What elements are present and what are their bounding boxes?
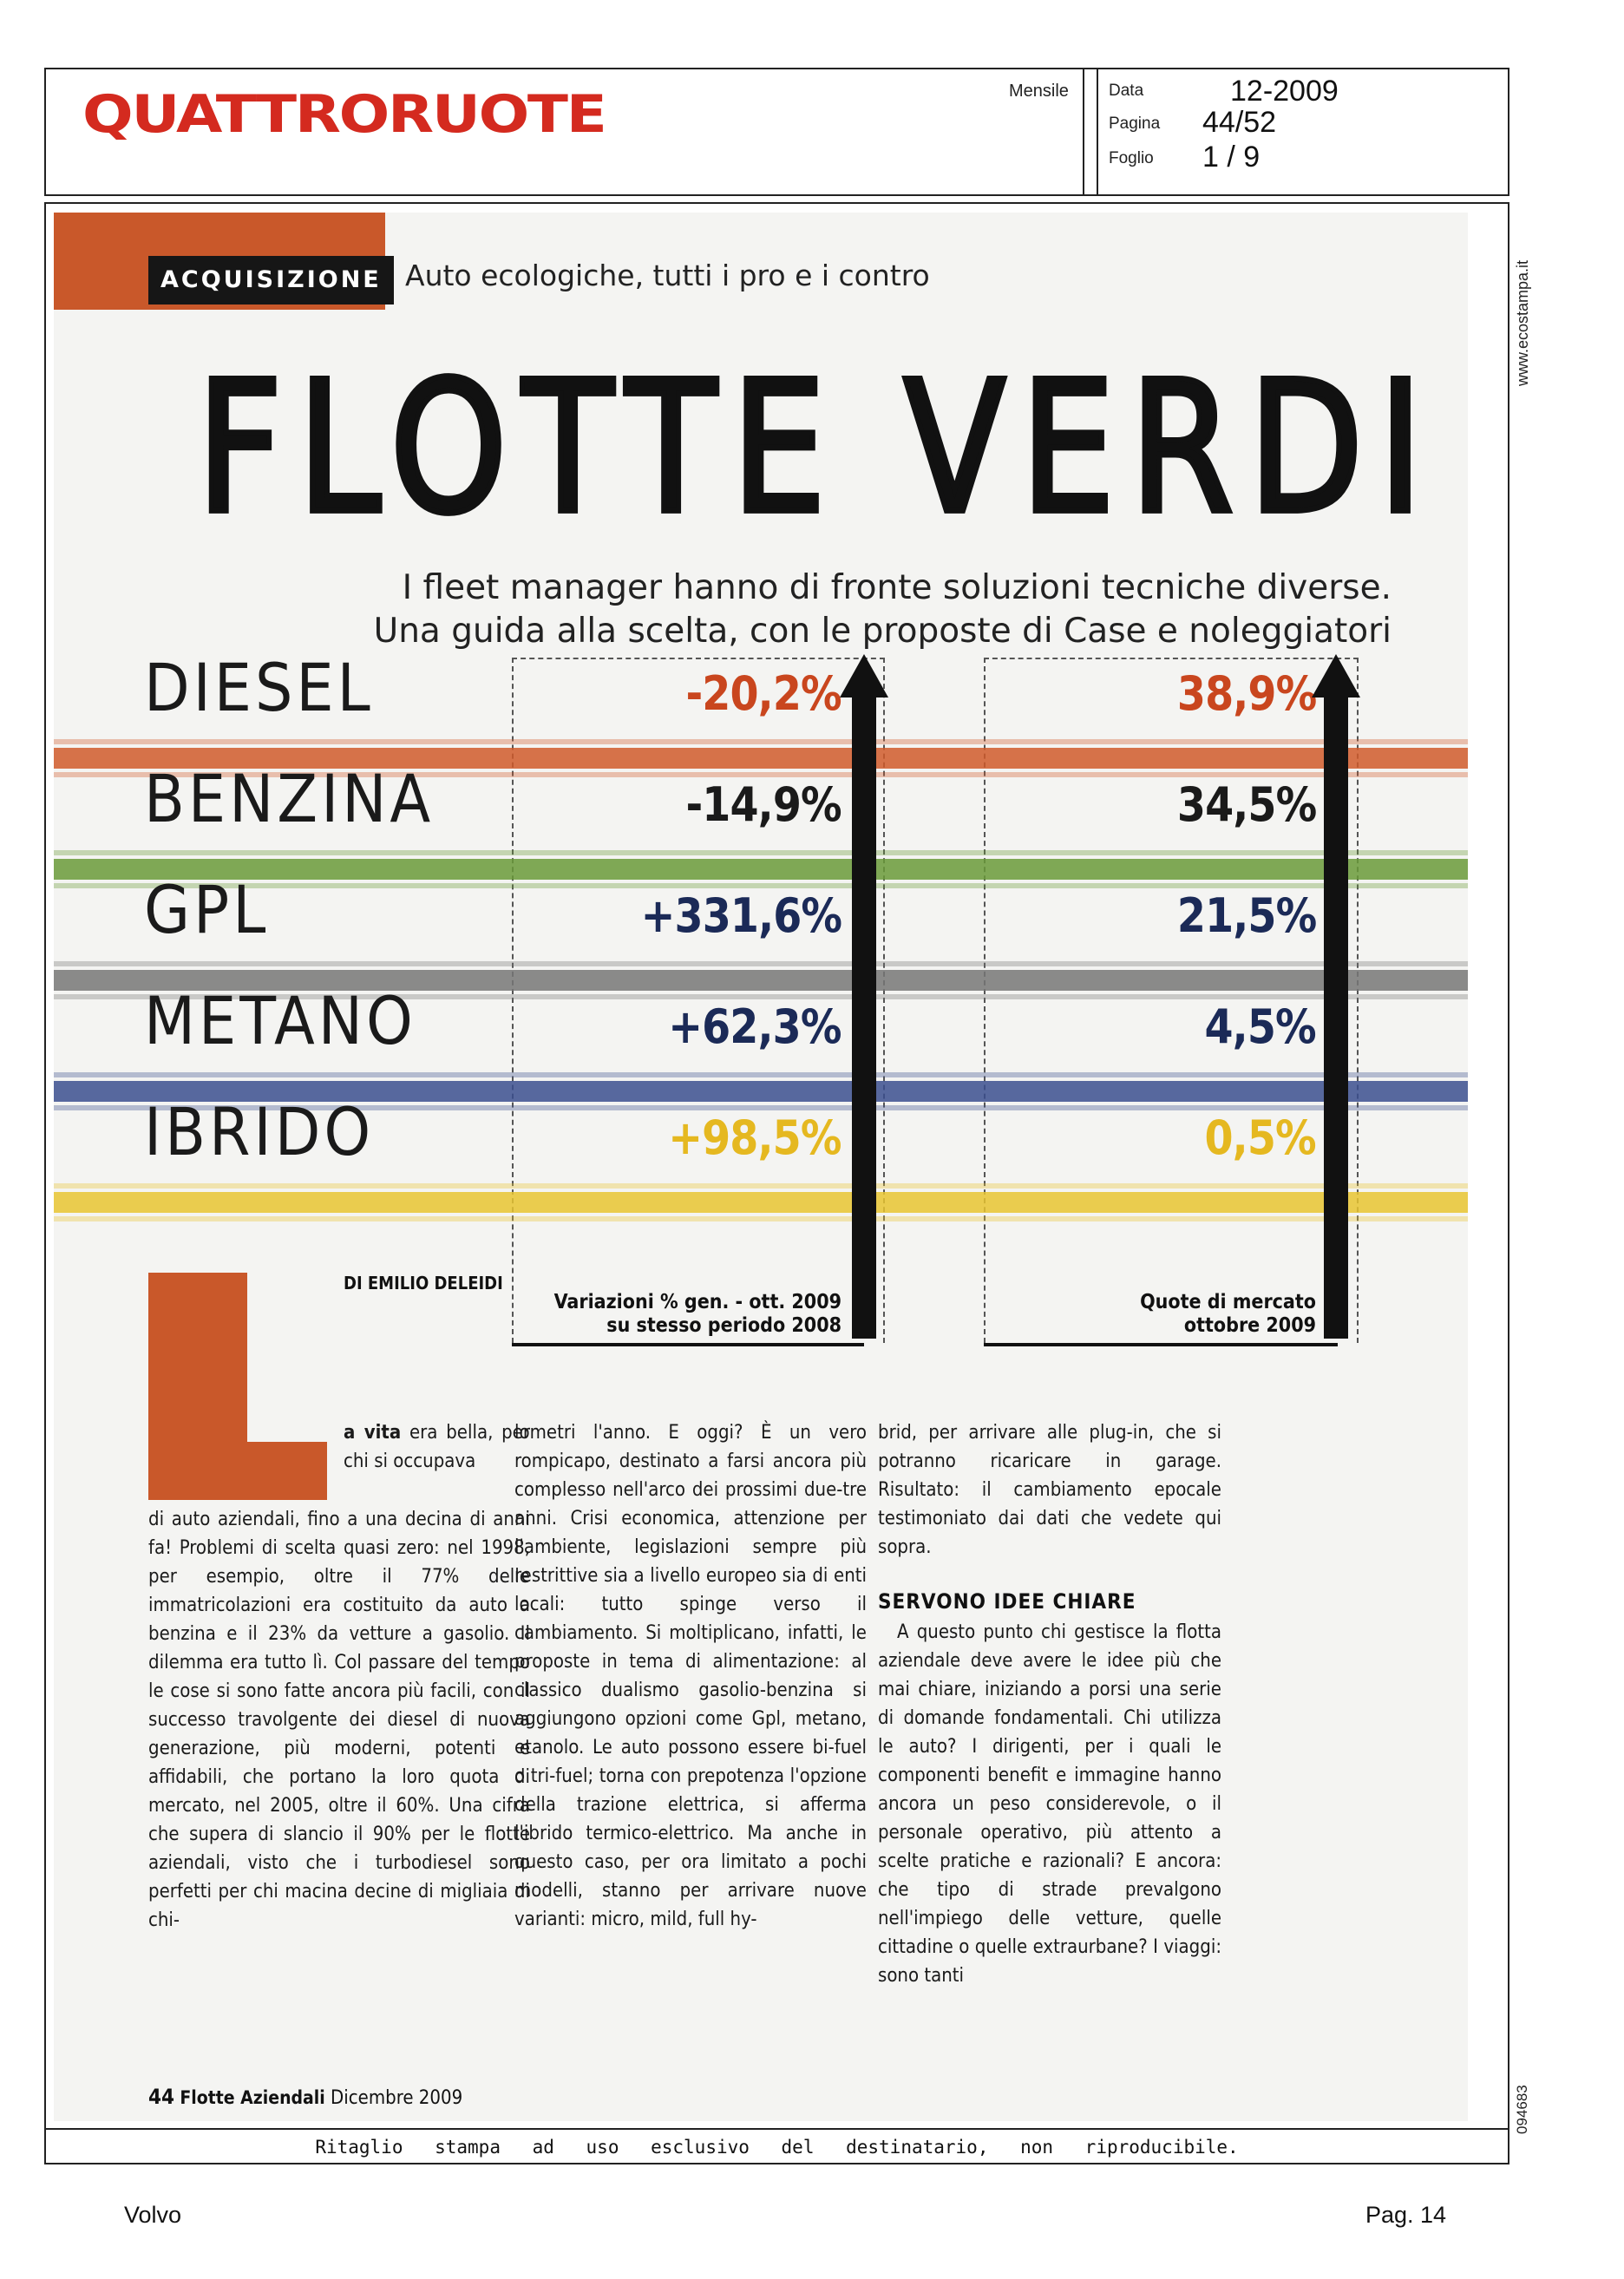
header-box	[44, 68, 1509, 196]
fuel-label-benzina: BENZINA	[144, 760, 435, 837]
data-value: 12-2009	[1230, 75, 1339, 108]
variation-arrow-head	[840, 654, 888, 697]
foglio-value: 1 / 9	[1202, 141, 1261, 174]
share-box-bottom	[984, 1343, 1338, 1346]
stripe-ibrido	[54, 1192, 1468, 1213]
lead-words: a vita	[344, 1422, 402, 1444]
lead-rest: era bella, per chi si occupava	[344, 1422, 530, 1472]
share-arrow-head	[1312, 654, 1360, 697]
subhead: SERVONO IDEE CHIARE	[878, 1589, 1136, 1614]
folio-publication: Flotte Aziendali	[180, 2087, 325, 2108]
share-arrow-shaft	[1324, 692, 1348, 1339]
article-title: FLOTTE VERDI	[197, 343, 1438, 554]
deck-line-1: I fleet manager hanno di fronte soluzioni tecniche diverse.	[402, 568, 1392, 607]
stripe-ibrido-thin-bottom	[54, 1216, 1468, 1221]
page-folio	[148, 2085, 462, 2109]
column-1-intro	[344, 1418, 530, 1476]
variation-value-benzina: -14,9%	[685, 777, 841, 832]
frequency-label: Mensile	[1009, 82, 1069, 101]
variation-value-metano: +62,3%	[668, 999, 841, 1054]
data-label: Data	[1109, 82, 1144, 100]
side-url	[1514, 217, 1533, 390]
drop-cap-foot	[148, 1442, 327, 1500]
drop-cap-L	[148, 1273, 327, 1500]
fuel-label-metano: METANO	[144, 982, 416, 1059]
variation-value-gpl: +331,6%	[640, 888, 841, 943]
side-code-text: 094683	[1514, 2085, 1530, 2134]
variation-caption-line-1: Variazioni % gen. - ott. 2009	[553, 1291, 841, 1313]
stripe-gpl-thin-top	[54, 961, 1468, 966]
variation-value-ibrido: +98,5%	[668, 1110, 841, 1165]
column-1: di auto aziendali, fino a una decina di anni fa! Problemi di scelta quasi zero: nel 1998, per esempio, oltre il 77% delle immatricolazioni era costituito da auto a benzina e il 23% da vetture a gasolio. Il dilemma era tutto lì. Col passare del tempo le cose si sono fatte ancora più facili, con il successo travolgente dei diesel di nuova generazione, più moderni, potenti e affidabili, che portano la loro quota di mercato, nel 2005, oltre il 60%. Una cifra che supera di slancio il 90% per le flotte aziendali, visto che i turbodiesel sono perfetti per chi macina decine di migliaia di chi-	[148, 1509, 530, 1931]
variation-caption-line-2: su stesso periodo 2008	[606, 1314, 841, 1337]
side-url-text: www.ecostampa.it	[1514, 259, 1531, 386]
variation-arrow-shaft	[852, 692, 876, 1339]
side-code	[1514, 2073, 1533, 2143]
share-caption-line-2: ottobre 2009	[1183, 1314, 1316, 1337]
variation-value-diesel: -20,2%	[685, 666, 841, 721]
stripe-benzina-thin-top	[54, 850, 1468, 855]
page-bottom-left: Volvo	[124, 2202, 182, 2228]
column-3	[878, 1418, 1221, 1990]
variation-box-bottom	[512, 1343, 864, 1346]
share-value-benzina: 34,5%	[1176, 777, 1316, 832]
folio-number: 44	[148, 2085, 175, 2109]
variation-caption	[554, 1291, 841, 1338]
column-3-para-a: brid, per arrivare alle plug-in, che si potranno ricaricare in garage. Risultato: il cambiamento epocale testimoniato dai dati che vedete qui sopra.	[878, 1422, 1221, 1558]
deck-line-2: Una guida alla scelta, con le proposte di Case e noleggiatori	[373, 612, 1392, 651]
share-caption	[1140, 1291, 1316, 1338]
stripe-diesel-thin-top	[54, 739, 1468, 744]
stripe-ibrido-thin-top	[54, 1183, 1468, 1189]
share-value-gpl: 21,5%	[1176, 888, 1316, 943]
byline: DI EMILIO DELEIDI	[344, 1273, 503, 1293]
column-2: lometri l'anno. E oggi? È un vero rompicapo, destinato a farsi ancora più complesso nell'arco dei prossimi due-tre anni. Crisi economica, attenzione per l'ambiente, legislazioni sempre più restrittive sia a livello europeo sia di enti locali: tutto spinge verso il cambiamento. Si moltiplicano, infatti, le proposte in tema di alimentazione: al classico dualismo gasolio-benzina si aggiungono opzioni come Gpl, metano, etanolo. Le auto possono essere bi-fuel o tri-fuel; torna con prepotenza l'opzione della trazione elettrica, si afferma l'ibrido termico-elettrico. Ma anche in questo caso, per ora limitato a pochi modelli, stanno per arrivare nuove varianti: micro, mild, full hy-	[514, 1422, 867, 1930]
magazine-page	[54, 213, 1468, 2121]
footer-notice: Ritaglio stampa ad uso esclusivo del destinatario, non riproducibile.	[315, 2137, 1239, 2158]
fuel-label-diesel: DIESEL	[144, 649, 374, 726]
fuel-label-gpl: GPL	[144, 871, 270, 948]
share-caption-line-1: Quote di mercato	[1140, 1291, 1316, 1313]
header-divider	[1083, 69, 1098, 194]
page-bottom-right: Pag. 14	[1365, 2202, 1447, 2228]
pagina-value: 44/52	[1202, 106, 1277, 139]
footer-strip	[44, 2128, 1509, 2164]
section-tag: ACQUISIZIONE	[148, 256, 394, 305]
section-subtitle: Auto ecologiche, tutti i pro e i contro	[405, 259, 930, 292]
pagina-label: Pagina	[1109, 115, 1161, 133]
share-value-metano: 4,5%	[1204, 999, 1316, 1054]
fuel-label-ibrido: IBRIDO	[144, 1093, 375, 1170]
folio-date: Dicembre 2009	[331, 2087, 463, 2109]
column-3-para-b: A questo punto chi gestisce la flotta aziendale deve avere le idee più che mai chiare, iniziando a porsi una serie di domande fondamentali. Chi utilizza le auto? I dirigenti, per i quali le componenti benefit e immagine hanno ancora un peso considerevole, o il personale operativo, più attento a scelte pratiche e razionali? E ancora: che tipo di strade prevalgono nell'impiego delle vetture, quelle cittadine o quelle extraurbane? I viaggi: sono tanti	[878, 1621, 1221, 1987]
publication-logo: QUATTRORUOTE	[82, 84, 606, 145]
stripe-metano-thin-top	[54, 1072, 1468, 1077]
foglio-label: Foglio	[1109, 149, 1154, 167]
share-value-diesel: 38,9%	[1176, 666, 1316, 721]
share-value-ibrido: 0,5%	[1204, 1110, 1316, 1165]
